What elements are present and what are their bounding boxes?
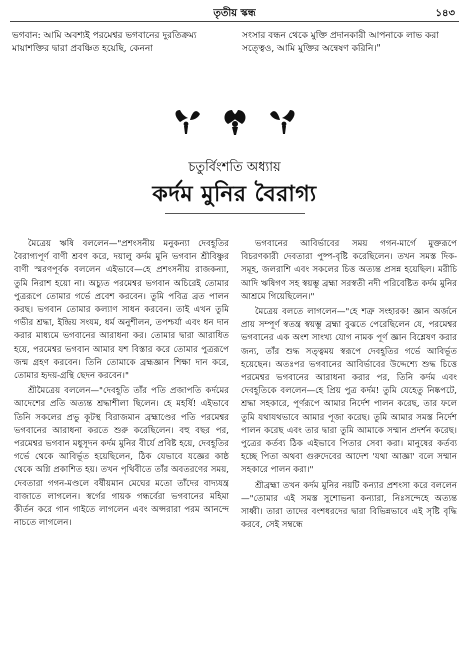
left-column — [14, 238, 229, 530]
decorative-ornament — [0, 104, 469, 140]
right-column — [241, 238, 457, 532]
continued-text — [12, 30, 457, 88]
continued-text-right: সংসার বন্ধন থেকে মুক্তি প্রদানকারী আপনাকে লাভ করা সত্ত্বেও, আমি মুক্তির অন্বেষণ করিনি।" — [242, 31, 439, 54]
running-head — [0, 6, 469, 22]
paragraph: মৈত্রেয় ঋষি বললেন—"প্রশংসনীয় মনুকন্যা দেবহূতির বৈরাগ্যপূর্ণ বাণী শ্রবণ করে, দয়ালু কর্দম মুনি ভগবান শ্রীবিষ্ণুর বাণী স্মরণপূর্বক বললেন এইভাবে—হে প্রশংসনীয় রাজকন্যা, তুমি নিরাশ হয়ো না। অচ্যুত পরমেশ্বর ভগবান অচিরেই তোমার পুত্ররূপে তোমার গর্ভে প্রবেশ করবেন। তুমি পবিত্র ব্রত পালন করছ। ভগবান তোমার কল্যাণ সাধন করবেন। তাই এখন তুমি গভীর শ্রদ্ধা, ইন্দ্রিয় সংযম, ধর্ম অনুশীলন, তপশ্চর্যা এবং ধন দান করার মাধ্যমে ভগবানের আরাধনা কর। তোমার দ্বারা আরাধিত হয়ে, পরমেশ্বর ভগবান আমার যশ বিস্তার করে তোমার পুত্ররূপে জন্ম গ্রহণ করবেন। তিনি তোমাকে ব্রহ্মজ্ঞান শিক্ষা দান করে, তোমার হৃদয়-গ্রন্থি ছেদন করবেন।" — [14, 239, 229, 382]
paragraph: শ্রীব্রহ্মা তখন কর্দম মুনির নয়টি কন্যার প্রশংসা করে বললেন—"তোমার এই সমস্ত সুশোভনা কন্যারা, নিঃসন্দেহে অত্যন্ত সাধ্বী। তারা তাদের বংশধরদের দ্বারা বিভিন্নভাবে এই সৃষ্টি বৃদ্ধি করবে, সেই সম্বন্ধে — [241, 480, 457, 531]
chapter-number: চতুর্বিংশতি অধ্যায় — [188, 160, 281, 175]
paragraph: ভগবানের আবির্ভাবের সময় গগন-মার্গে মুক্তরূপে বিচরণকারী দেবতারা পুষ্প-বৃষ্টি করেছিলেন। তখন সমস্ত দিক-সমূহ, জলরাশি এবং সকলের চিত্ত অত্যন্ত প্রসন্ন হয়েছিল। মরীচি আদি ঋষিগণ সহ স্বয়ম্ভূ ব্রহ্মা সরস্বতী নদী পরিবেষ্টিত কর্দম মুনির আশ্রমে গিয়েছিলেন।" — [241, 239, 457, 302]
paragraph: মৈত্রেয় বলতে লাগলেন—"হে শত্রু সংহারক! জ্ঞান অর্জনে প্রায় সম্পূর্ণ স্বতন্ত্র স্বয়ম্ভূ ব্রহ্মা বুঝতে পেরেছিলেন যে, পরমেশ্বর ভগবানের এক অংশ সাংখ্য যোগ নামক পূর্ণ জ্ঞান বিশ্লেষণ করার জন্য, তাঁর শুদ্ধ সত্ত্বময় স্বরূপে দেবহূতির গর্ভে আবির্ভূত হয়েছেন। অতঃপর ভগবানের আবির্ভাবের উদ্দেশ্যে শুদ্ধ চিত্তে পরমেশ্বর ভগবানের আরাধনা করার পর, তিনি কর্দম এবং দেবহূতিকে বললেন—হে প্রিয় পুত্র কর্দম! তুমি যেহেতু নিষ্কপটে, শ্রদ্ধা সহকারে, পূর্ণরূপে আমার নির্দেশ পালন করেছ, তার ফলে তুমি যথাযথভাবে আমার পূজা করেছ। তুমি আমার সমস্ত নির্দেশ পালন করেছ এবং তার দ্বারা তুমি আমাকে সম্মান প্রদর্শন করেছ। পুত্রের কর্তব্য ঠিক এইভাবে পিতার সেবা করা। মানুষের কর্তব্য হচ্ছে পিতা অথবা গুরুদেবের আদেশ 'যথা আজ্ঞা' বলে সম্মান সহকারে পালন করা।" — [241, 307, 457, 476]
chapter-title: কর্দম মুনির বৈরাগ্য — [152, 181, 317, 207]
fleuron-icon — [170, 104, 300, 136]
header-rule — [10, 21, 459, 22]
title-rule — [165, 213, 305, 214]
running-head-title: তৃতীয় স্কন্ধ — [213, 8, 256, 19]
page-number: ১৪৩ — [435, 8, 455, 19]
paragraph: শ্রীমৈত্রেয় বললেন—"দেবহূতি তাঁর পতি প্রজাপতি কর্দমের আদেশের প্রতি অত্যন্ত শ্রদ্ধাশীলা ছিলেন। হে মহর্ষি! এইভাবে তিনি সকলের প্রভু কূটস্থ বিরাজমান ব্রহ্মাণ্ডের পতি পরমেশ্বর ভগবানের আরাধনা করতে শুরু করেছিলেন। বহু বছর পর, পরমেশ্বর ভগবান মধুসূদন কর্দম মুনির বীর্যে প্রবিষ্ট হয়ে, দেবহূতির গর্ভে থেকে আবির্ভূত হয়েছিলেন, ঠিক যেভাবে যজ্ঞের কাষ্ঠ থেকে অগ্নি প্রকাশিত হয়। তখন পৃথিবীতে তাঁর অবতরণের সময়, দেবতারা গগন-মণ্ডলে বর্ষীয়মান মেঘের মতো তাঁদের বাদ্যযন্ত্র বাজাতে লাগলেন। স্বর্গের গায়ক গন্ধর্বেরা ভগবানের মহিমা কীর্তন করে গান গাইতে লাগলেন এবং অপ্সরারা পরম আনন্দে নাচতে লাগলেন। — [14, 386, 229, 529]
continued-text-left: ভগবান: আমি অবশ্যই পরমেশ্বর ভগবানের দুরতিক্রম্য মায়াশক্তির দ্বারা প্রবঞ্চিত হয়েছি, কেননা — [12, 31, 197, 54]
